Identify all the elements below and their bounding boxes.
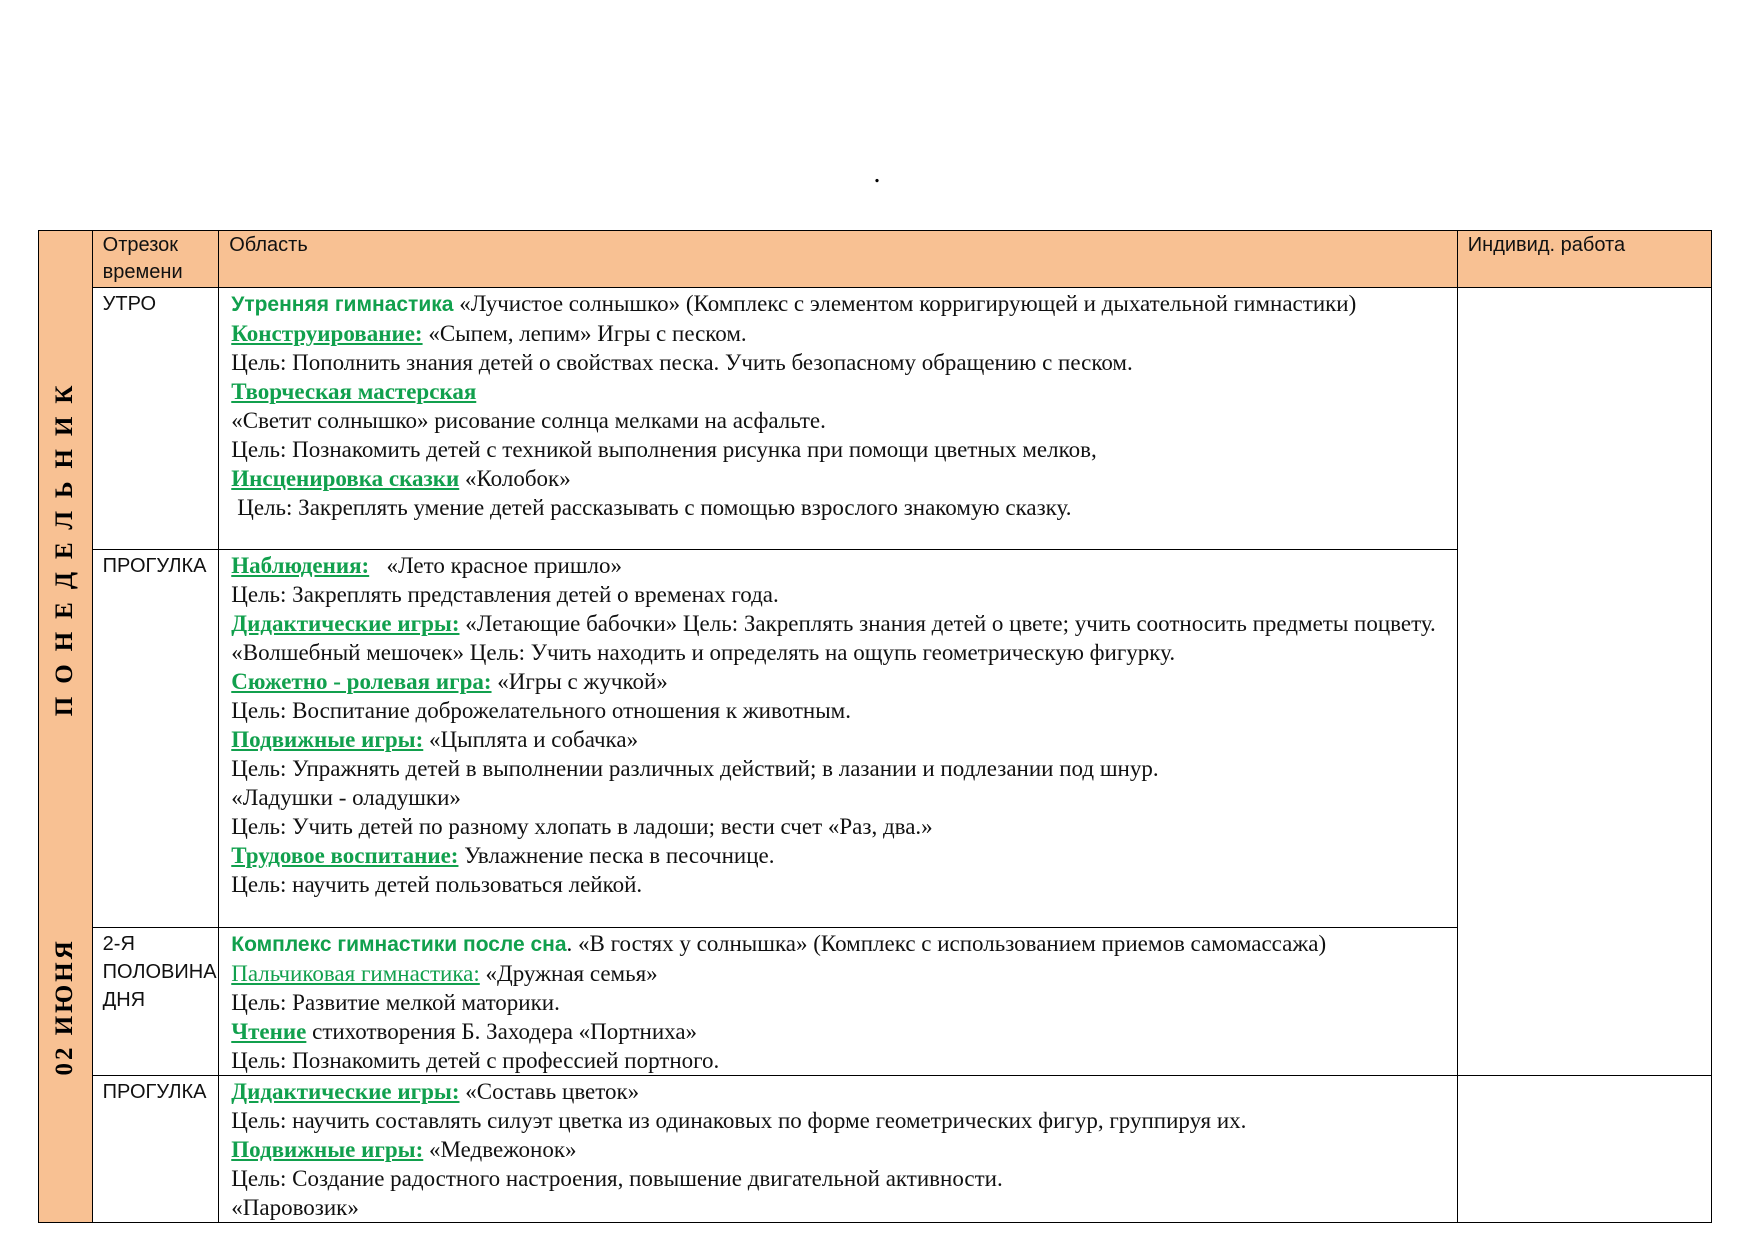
- goal-line: Цель: Пополнить знания детей о свойствах песка. Учить безопасному обращению с песком.: [231, 350, 1133, 375]
- goal-line: Цель: научить составлять силуэт цветка из одинаковых по форме геометрических фигур, группируя их.: [231, 1108, 1247, 1133]
- goal-line: Цель: Воспитание доброжелательного отношения к животным.: [231, 698, 851, 723]
- activity-line: Трудовое воспитание: Увлажнение песка в песочнице.: [231, 843, 775, 868]
- text-line: «Волшебный мешочек» Цель: Учить находить и определять на ощупь геометрическую фигурку.: [231, 640, 1176, 665]
- activity-line: Комплекс гимнастики после сна. «В гостях у солнышка» (Комплекс с использованием приемов самомассажа): [231, 931, 1327, 956]
- day-date-label: [51, 372, 79, 1075]
- activities-cell: [219, 1076, 1458, 1223]
- goal-line: Цель: Развитие мелкой маторики.: [231, 990, 560, 1015]
- activity-line: Чтение стихотворения Б. Заходера «Портниха»: [231, 1019, 698, 1044]
- goal-line: Цель: Закреплять представления детей о временах года.: [231, 582, 779, 607]
- header-area: Область: [219, 231, 1458, 288]
- activity-line: Творческая мастерская: [231, 379, 477, 404]
- activity-line: Инсценировка сказки «Колобок»: [231, 466, 571, 491]
- goal-line: Цель: Познакомить детей с техникой выполнения рисунка при помощи цветных мелков,: [231, 437, 1097, 462]
- morning-row: [39, 288, 1712, 550]
- time-cell: 2-Я ПОЛОВИНА ДНЯ: [92, 928, 219, 1076]
- individual-cell: [1457, 288, 1711, 1076]
- time-cell: ПРОГУЛКА: [92, 1076, 219, 1223]
- header-row: [39, 231, 1712, 288]
- day-column: [39, 231, 93, 1223]
- header-individual: Индивид. работа: [1457, 231, 1711, 288]
- activity-line: Наблюдения: «Лето красное пришло»: [231, 553, 623, 578]
- text-line: «Ладушки - оладушки»: [231, 785, 461, 810]
- individual-cell: [1457, 1076, 1711, 1223]
- goal-line: Цель: Закреплять умение детей рассказывать с помощью взрослого знакомую сказку.: [237, 495, 1072, 520]
- day-label: ПОНЕДЕЛЬНИК: [51, 372, 78, 717]
- goal-line: Цель: Упражнять детей в выполнении различных действий; в лазании и подлезании под шнур.: [231, 756, 1159, 781]
- activities-cell: [219, 550, 1458, 928]
- goal-line: Цель: Познакомить детей с профессией портного.: [231, 1048, 720, 1073]
- time-cell: ПРОГУЛКА: [92, 550, 219, 928]
- goal-line: Цель: научить детей пользоваться лейкой.: [231, 872, 643, 897]
- activities-cell: [219, 288, 1458, 550]
- activities-cell: [219, 928, 1458, 1076]
- activity-line: Подвижные игры: «Медвежонок»: [231, 1137, 577, 1162]
- time-cell: УТРО: [92, 288, 219, 550]
- header-time: Отрезок времени: [92, 231, 219, 288]
- activity-line: Пальчиковая гимнастика: «Дружная семья»: [231, 961, 658, 986]
- activity-line: Сюжетно - ролевая игра: «Игры с жучкой»: [231, 669, 668, 694]
- plan-table: [38, 230, 1712, 1223]
- walk2-row: [39, 1076, 1712, 1223]
- activity-line: Конструирование: «Сыпем, лепим» Игры с песком.: [231, 321, 747, 346]
- date-label: 02 ИЮНЯ: [51, 938, 78, 1076]
- activity-line: Подвижные игры: «Цыплята и собачка»: [231, 727, 639, 752]
- goal-line: Цель: Учить детей по разному хлопать в ладоши; вести счет «Раз, два.»: [231, 814, 933, 839]
- text-line: «Светит солнышко» рисование солнца мелками на асфальте.: [231, 408, 826, 433]
- activity-line: Утренняя гимнастика «Лучистое солнышко» (Комплекс с элементом корригирующей и дыхательной гимнастики): [231, 291, 1357, 316]
- activity-line: Дидактические игры: «Составь цветок»: [231, 1079, 640, 1104]
- goal-line: Цель: Создание радостного настроения, повышение двигательной активности.: [231, 1166, 1003, 1191]
- activity-line: Дидактические игры: «Летающие бабочки» Цель: Закреплять знания детей о цвете; учить соотносить предметы поцвету.: [231, 611, 1436, 636]
- text-line: «Паровозик»: [231, 1195, 359, 1220]
- top-mark: .: [873, 158, 881, 189]
